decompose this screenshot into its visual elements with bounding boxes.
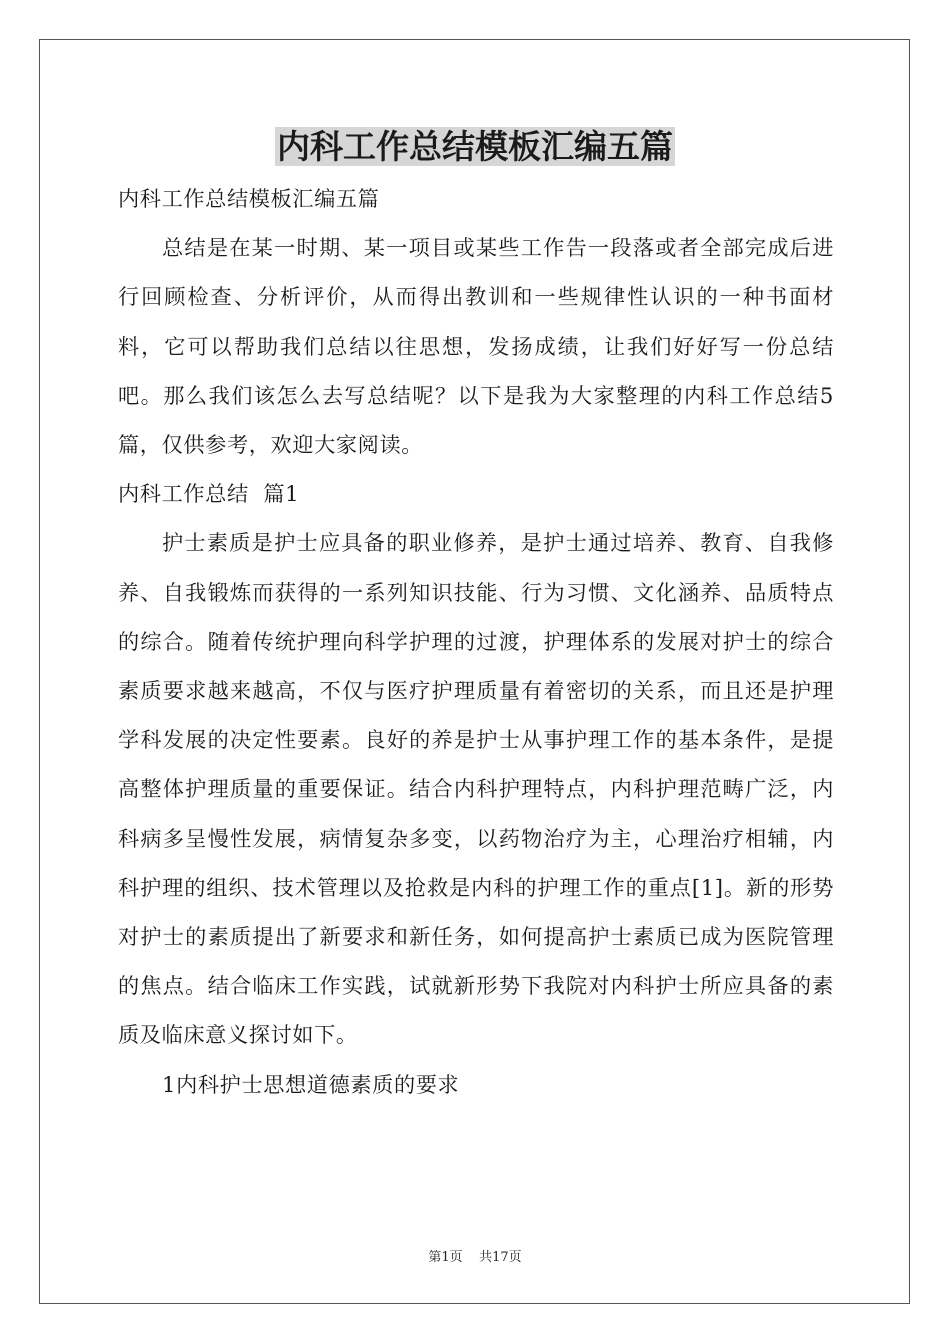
section-heading: 内科工作总结 篇1 (118, 481, 300, 507)
document-title-text: 内科工作总结模板汇编五篇 (277, 127, 673, 166)
document-title (0, 122, 950, 172)
document-body (118, 174, 834, 1109)
body-paragraph: 护士素质是护士应具备的职业修养，是护士通过培养、教育、自我修养、自我锻炼而获得的一系列知识技能、行为习惯、文化涵养、品质特点的综合。随着传统护理向科学护理的过渡，护理体系的发展对护士的综合素质要求越来越高，不仅与医疗护理质量有着密切的关系，而且还是护理学科发展的决定性要素。良好的养是护士从事护理工作的基本条件，是提高整体护理质量的重要保证。结合内科护理特点，内科护理范畴广泛，内科病多呈慢性发展，病情复杂多变，以药物治疗为主，心理治疗相辅，内科护理的组织、技术管理以及抢救是内科的护理工作的重点[1]。新的形势对护士的素质提出了新要求和新任务，如何提高护士素质已成为医院管理的焦点。结合临床工作实践，试就新形势下我院对内科护士所应具备的素质及临床意义探讨如下。 (118, 530, 834, 1048)
subheading: 1内科护士思想道德素质的要求 (162, 1071, 460, 1097)
document-subtitle: 内科工作总结模板汇编五篇 (118, 186, 380, 211)
intro-paragraph: 总结是在某一时期、某一项目或某些工作告一段落或者全部完成后进行回顾检查、分析评价，从而得出教训和一些规律性认识的一种书面材料，它可以帮助我们总结以往思想，发扬成绩，让我们好好写一份总结吧。那么我们该怎么去写总结呢？以下是我为大家整理的内科工作总结5篇，仅供参考，欢迎大家阅读。 (118, 235, 834, 458)
page-number-footer: 第1页 共17页 (428, 1250, 522, 1265)
